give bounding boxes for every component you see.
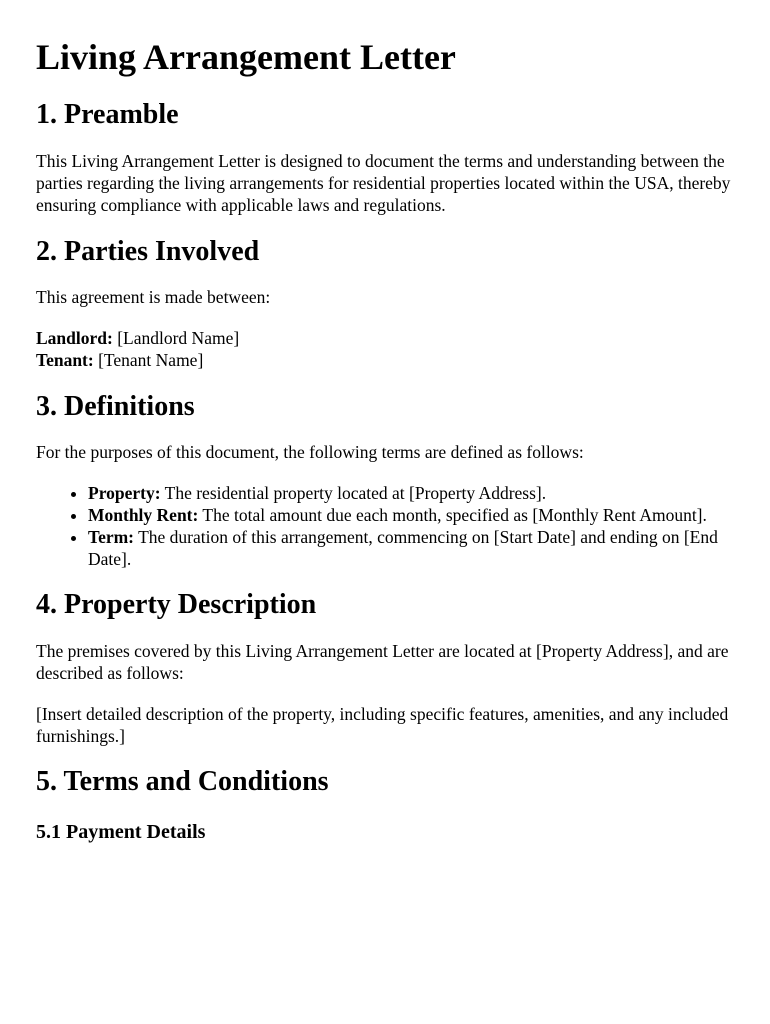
preamble-heading: 1. Preamble — [36, 99, 179, 130]
definition-item-monthly-rent — [88, 504, 734, 526]
document-title: Living Arrangement Letter — [36, 37, 456, 77]
definitions-heading: 3. Definitions — [36, 391, 195, 422]
definition-item-term — [88, 526, 734, 570]
definition-text: The duration of this arrangement, commencing on [Start Date] and ending on [End Date]. — [88, 527, 718, 569]
property-heading: 4. Property Description — [36, 589, 317, 620]
parties-intro: This agreement is made between: — [36, 287, 271, 307]
landlord-value: [Landlord Name] — [112, 328, 240, 348]
definition-item-property — [88, 482, 734, 504]
definition-text: The total amount due each month, specified as [Monthly Rent Amount]. — [198, 505, 707, 525]
property-text: The premises covered by this Living Arrangement Letter are located at [Property Address], and are described as follows: — [36, 641, 729, 683]
property-placeholder: [Insert detailed description of the property, including specific features, amenities, and any included furnishings.] — [36, 704, 729, 746]
definitions-list — [36, 482, 734, 570]
tenant-value: [Tenant Name] — [93, 350, 204, 370]
definition-term: Property: — [88, 483, 161, 503]
payment-details-heading: 5.1 Payment Details — [36, 821, 206, 843]
tenant-label: Tenant: — [36, 350, 94, 370]
terms-heading: 5. Terms and Conditions — [36, 766, 329, 797]
definition-text: The residential property located at [Property Address]. — [160, 483, 547, 503]
parties-heading: 2. Parties Involved — [36, 236, 260, 267]
parties-list — [36, 327, 734, 371]
definitions-intro: For the purposes of this document, the following terms are defined as follows: — [36, 442, 584, 462]
definition-term: Term: — [88, 527, 135, 547]
preamble-text: This Living Arrangement Letter is designed to document the terms and understanding between the parties regarding the living arrangements for residential properties located within the USA, thereby ensuring compliance with applicable laws and regulations. — [36, 151, 731, 215]
landlord-label: Landlord: — [36, 328, 113, 348]
definition-term: Monthly Rent: — [88, 505, 199, 525]
